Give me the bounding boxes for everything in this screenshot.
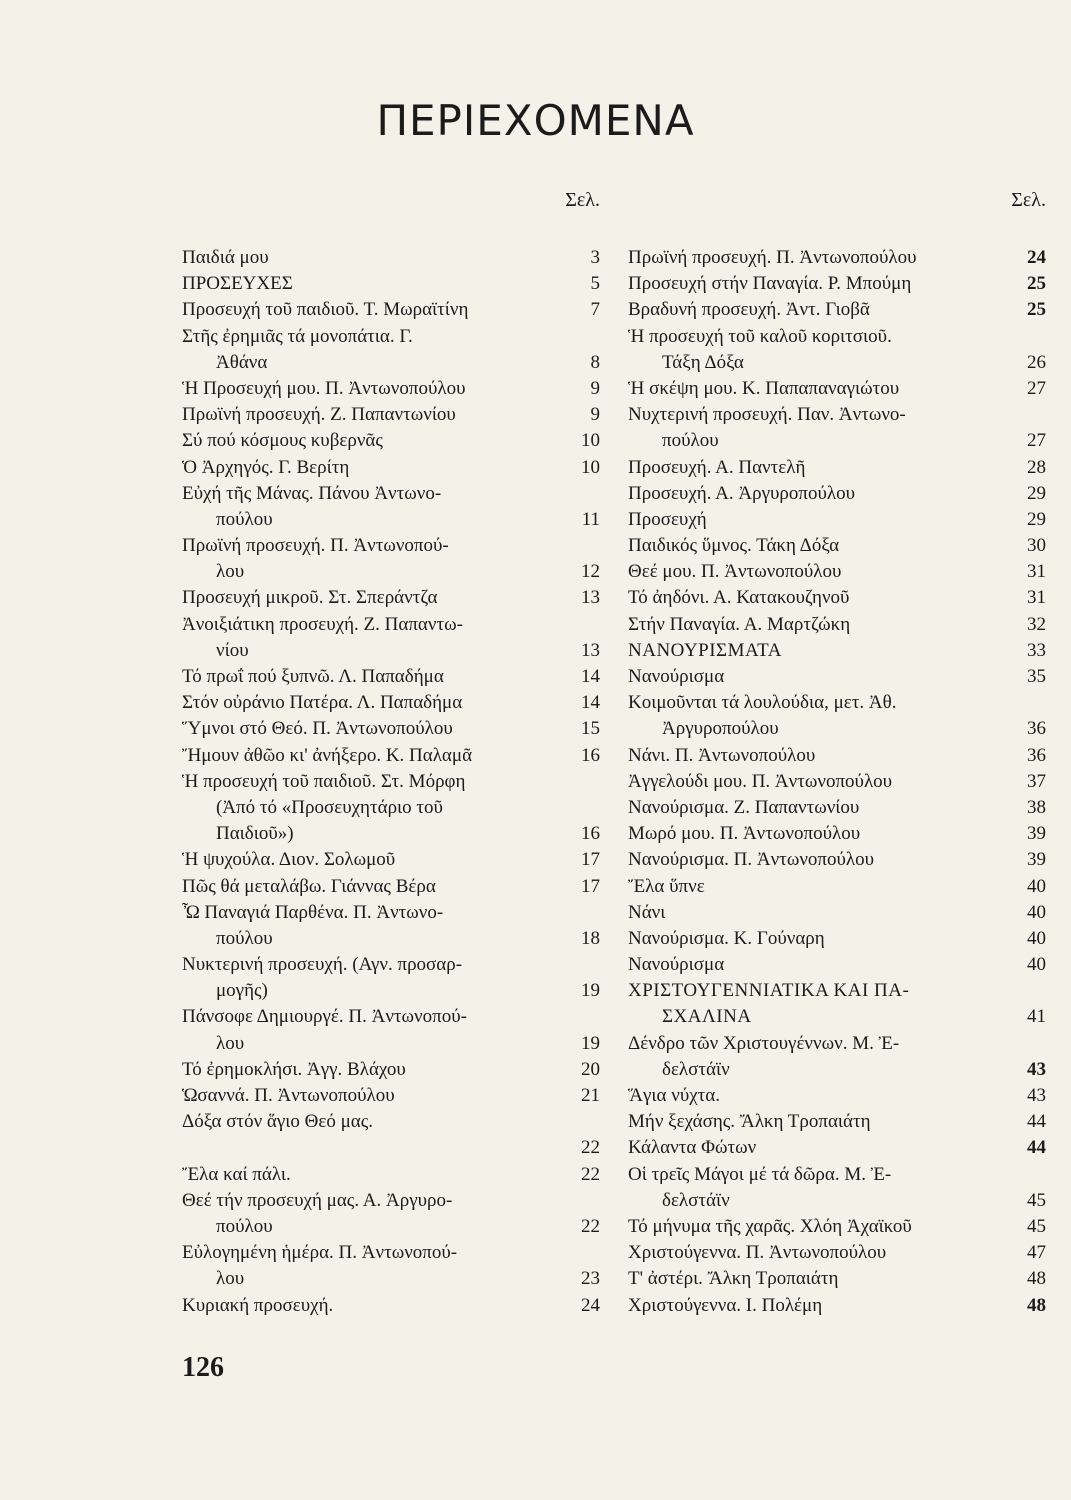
toc-entry-page: 31 <box>1027 561 1046 583</box>
toc-entry-page: 40 <box>1027 927 1046 949</box>
toc-entry-title: δελστάϊν <box>662 1058 730 1080</box>
toc-entry <box>182 324 600 350</box>
toc-entry-title: Προσευχή. Α. Ἀργυροπούλου <box>628 482 855 504</box>
toc-entry-page: 18 <box>581 927 600 949</box>
toc-entry-title: Τό μήνυμα τῆς χαρᾶς. Χλόη Ἀχαϊκοῦ <box>628 1215 912 1237</box>
toc-entry <box>628 1083 1046 1109</box>
toc-entry-title: Χριστούγεννα. Π. Ἀντωνοπούλου <box>628 1242 887 1264</box>
toc-entry-title: Ἔλα καί πάλι. <box>182 1163 291 1185</box>
toc-entry <box>628 297 1046 323</box>
toc-entry-title: Τό ἐρημοκλήσι. Ἀγγ. Βλάχου <box>182 1058 406 1080</box>
toc-entry-title: Νανούρισμα. Ζ. Παπαντωνίου <box>628 796 860 818</box>
toc-entry-page: 30 <box>1027 535 1046 557</box>
toc-entry <box>628 1188 1046 1214</box>
toc-entry-title: Προσευχή τοῦ παιδιοῦ. Τ. Μωραϊτίνη <box>182 299 469 321</box>
toc-entry <box>182 376 600 402</box>
toc-entry-page: 29 <box>1027 508 1046 530</box>
toc-entry-page: 12 <box>581 561 600 583</box>
toc-entry-title: Ἔλα ὕπνε <box>628 875 705 897</box>
toc-entry <box>182 585 600 611</box>
toc-entry <box>182 297 600 323</box>
toc-entry-title: Δόξα στόν ἅγιο Θεό μας. <box>182 1111 373 1133</box>
toc-entry-page: 45 <box>1027 1189 1046 1211</box>
toc-entry-page: 13 <box>581 587 600 609</box>
toc-entry-page: 11 <box>581 508 600 530</box>
toc-entry-page: 43 <box>1027 1058 1046 1080</box>
toc-entry-title: (Ἀπό τό «Προσευχητάριο τοῦ <box>216 796 443 818</box>
toc-entry-title: Μωρό μου. Π. Ἀντωνοπούλου <box>628 823 861 845</box>
toc-entry-page: 14 <box>581 692 600 714</box>
toc-entry-title: Θεέ τήν προσευχή μας. Α. Ἀργυρο- <box>182 1189 453 1211</box>
toc-entry <box>628 245 1046 271</box>
toc-list-left <box>182 245 600 1319</box>
toc-entry-page: 41 <box>1027 1006 1046 1028</box>
toc-entry-title: ΧΡΙΣΤΟΥΓΕΝΝΙΑΤΙΚΑ ΚΑΙ ΠΑ- <box>628 980 910 1002</box>
toc-entry-title: Ἡ προσευχή τοῦ παιδιοῦ. Στ. Μόρφη <box>182 770 466 792</box>
toc-entry-page: 24 <box>1027 247 1046 268</box>
toc-entry-page: 43 <box>1027 1085 1046 1106</box>
toc-entry-page: 48 <box>1027 1268 1046 1290</box>
page-title: ΠΕΡΙΕΧΟΜΕΝΑ <box>376 96 695 145</box>
toc-entry-title: ΣΧΑΛΙΝΑ <box>662 1006 752 1028</box>
toc-entry <box>628 743 1046 769</box>
toc-entry-page: 3 <box>590 247 600 268</box>
toc-entry <box>628 978 1046 1004</box>
toc-entry <box>182 1083 600 1109</box>
toc-entry <box>628 769 1046 795</box>
toc-entry <box>628 1266 1046 1292</box>
toc-entry-title: Εὐλογημένη ἡμέρα. Π. Ἀντωνοπού- <box>182 1242 458 1264</box>
toc-entry <box>182 402 600 428</box>
toc-entry-page: 23 <box>581 1268 600 1290</box>
toc-entry-title: Χριστούγεννα. Ι. Πολέμη <box>628 1294 823 1316</box>
toc-entry <box>628 455 1046 481</box>
toc-entry <box>182 559 600 585</box>
toc-entry-title: Ἡ Προσευχή μου. Π. Ἀντωνοπούλου <box>182 377 466 399</box>
toc-entry <box>628 690 1046 716</box>
toc-entry <box>628 1004 1046 1030</box>
toc-entry-page: 27 <box>1027 430 1046 452</box>
toc-entry-title: Πρωϊνή προσευχή. Π. Ἀντωνοπού- <box>182 535 449 557</box>
toc-entry <box>182 1031 600 1057</box>
toc-entry-page: 35 <box>1027 666 1046 687</box>
toc-entry <box>182 1293 600 1319</box>
toc-entry-title: Τ' ἀστέρι. Ἄλκη Τροπαιάτη <box>628 1268 839 1290</box>
toc-entry-page: 32 <box>1027 613 1046 635</box>
toc-entry-page: 36 <box>1027 744 1046 766</box>
toc-entry <box>628 847 1046 873</box>
toc-entry <box>628 1240 1046 1266</box>
toc-entry <box>628 428 1046 454</box>
toc-entry <box>628 585 1046 611</box>
toc-entry <box>628 874 1046 900</box>
toc-entry-page: 5 <box>590 273 600 295</box>
toc-entry <box>182 769 600 795</box>
toc-entry <box>182 271 600 297</box>
toc-entry-title: Προσευχή <box>628 508 707 530</box>
toc-entry <box>628 900 1046 926</box>
toc-entry-page: 45 <box>1027 1215 1046 1237</box>
toc-entry-page: 38 <box>1027 796 1046 818</box>
toc-entry-title: νίου <box>216 639 249 661</box>
toc-entry-page: 9 <box>590 404 600 426</box>
toc-entry-page: 17 <box>581 875 600 897</box>
toc-entry-title: Κυριακή προσευχή. <box>182 1294 334 1316</box>
toc-entry <box>628 716 1046 742</box>
toc-entry <box>628 350 1046 376</box>
toc-entry <box>182 1057 600 1083</box>
toc-entry <box>628 638 1046 664</box>
toc-entry <box>182 245 600 271</box>
toc-entry <box>628 481 1046 507</box>
toc-entry <box>628 926 1046 952</box>
toc-list-right <box>628 245 1046 1319</box>
toc-entry-page: 31 <box>1027 587 1046 609</box>
toc-entry <box>628 507 1046 533</box>
toc-entry-title: Νυκτερινή προσευχή. (Αγν. προσαρ- <box>182 954 463 976</box>
toc-entry-title: Ἡ σκέψη μου. Κ. Παπαπαναγιώτου <box>628 377 900 399</box>
toc-entry-page: 37 <box>1027 770 1046 792</box>
toc-entry <box>182 533 600 559</box>
toc-entry-page: 36 <box>1027 718 1046 740</box>
toc-entry-title: Νάνι. Π. Ἀντωνοπούλου <box>628 744 816 766</box>
toc-entry <box>182 690 600 716</box>
toc-entry-title: Νάνι <box>628 901 666 923</box>
toc-entry-title: Ὁ Ἀρχηγός. Γ. Βερίτη <box>182 456 350 478</box>
toc-entry-title: Παιδιά μου <box>182 247 269 268</box>
toc-entry-title: πούλου <box>216 1215 273 1237</box>
toc-entry-page: 48 <box>1027 1294 1046 1316</box>
toc-entry <box>182 821 600 847</box>
toc-entry <box>182 612 600 638</box>
page-number: 126 <box>182 1352 224 1383</box>
toc-entry-page: 27 <box>1027 377 1046 399</box>
toc-entry <box>628 1109 1046 1135</box>
toc-entry-title: Ὡσαννά. Π. Ἀντωνοπούλου <box>182 1085 395 1106</box>
toc-entry <box>628 271 1046 297</box>
toc-entry <box>628 1293 1046 1319</box>
toc-entry-page: 22 <box>581 1215 600 1237</box>
toc-entry <box>628 821 1046 847</box>
toc-entry <box>628 795 1046 821</box>
toc-entry-page: 33 <box>1027 639 1046 661</box>
toc-entry <box>628 533 1046 559</box>
contents-column-left <box>182 186 600 1319</box>
toc-entry-title: Τό πρωΐ πού ξυπνῶ. Λ. Παπαδήμα <box>182 666 444 687</box>
toc-entry-page: 9 <box>590 377 600 399</box>
toc-entry-page: 8 <box>590 351 600 373</box>
toc-entry <box>628 1031 1046 1057</box>
toc-entry <box>182 638 600 664</box>
toc-entry-page: 17 <box>581 849 600 871</box>
toc-entry <box>628 612 1046 638</box>
toc-entry <box>182 900 600 926</box>
toc-entry-title: λου <box>216 561 245 583</box>
toc-entry <box>628 1162 1046 1188</box>
toc-entry-title: Θεέ μου. Π. Ἀντωνοπούλου <box>628 561 842 583</box>
toc-entry <box>182 1109 600 1135</box>
toc-entry-title: Πρωϊνή προσευχή. Ζ. Παπαντωνίου <box>182 404 456 426</box>
toc-entry-title: Προσευχή στήν Παναγία. Ρ. Μπούμη <box>628 273 912 295</box>
toc-entry-title: λου <box>216 1032 245 1054</box>
toc-entry-page: 26 <box>1027 351 1046 373</box>
toc-entry-title: Ἡ προσευχή τοῦ καλοῦ κοριτσιοῦ. <box>628 325 892 347</box>
toc-entry-page: 29 <box>1027 482 1046 504</box>
toc-entry <box>628 402 1046 428</box>
toc-entry <box>628 324 1046 350</box>
toc-entry <box>628 1135 1046 1161</box>
toc-entry-title: ΝΑΝΟΥΡΙΣΜΑΤΑ <box>628 639 782 661</box>
toc-entry-title: Στήν Παναγία. Α. Μαρτζώκη <box>628 613 851 635</box>
toc-entry-title: Ἡ ψυχούλα. Διον. Σολωμοῦ <box>182 849 396 871</box>
toc-entry-title: ΠΡΟΣΕΥΧΕΣ <box>182 273 293 295</box>
toc-entry <box>628 559 1046 585</box>
toc-entry-title: μογῆς) <box>216 980 268 1002</box>
toc-entry-page: 21 <box>581 1085 600 1106</box>
toc-entry-title: Τό ἀηδόνι. Α. Κατακουζηνοῦ <box>628 587 850 609</box>
toc-entry-page: 40 <box>1027 954 1046 976</box>
toc-entry <box>182 847 600 873</box>
toc-entry <box>628 376 1046 402</box>
toc-entry-title: λου <box>216 1268 245 1290</box>
toc-entry <box>182 743 600 769</box>
toc-entry-title: Νανούρισμα. Κ. Γούναρη <box>628 927 825 949</box>
toc-entry <box>182 350 600 376</box>
toc-entry-title: Πρωϊνή προσευχή. Π. Ἀντωνοπούλου <box>628 247 917 268</box>
toc-entry-title: Προσευχή. Α. Παντελῆ <box>628 456 806 478</box>
toc-entry <box>182 1240 600 1266</box>
toc-entry <box>182 428 600 454</box>
toc-entry <box>182 952 600 978</box>
toc-entry-page: 39 <box>1027 849 1046 871</box>
toc-entry-page: 19 <box>581 1032 600 1054</box>
page-header-label: Σελ. <box>1011 189 1046 211</box>
toc-entry-title: Νανούρισμα <box>628 954 725 976</box>
toc-entry-title: Ἀθάνα <box>216 351 268 373</box>
toc-entry-title: Εὐχή τῆς Μάνας. Πάνου Ἀντωνο- <box>182 482 442 504</box>
toc-entry-title: Ὕμνοι στό Θεό. Π. Ἀντωνοπούλου <box>182 718 453 740</box>
toc-entry-title: Παιδικός ὕμνος. Τάκη Δόξα <box>628 535 840 557</box>
toc-entry-page: 47 <box>1027 1242 1046 1264</box>
toc-entry-title: πούλου <box>216 927 273 949</box>
toc-entry-title: Βραδυνή προσευχή. Ἀντ. Γιοβᾶ <box>628 299 870 321</box>
toc-entry <box>628 1214 1046 1240</box>
toc-entry-title: Σύ πού κόσμους κυβερνᾶς <box>182 430 383 452</box>
toc-entry-title: Ἀγγελούδι μου. Π. Ἀντωνοπούλου <box>628 770 893 792</box>
toc-entry <box>182 795 600 821</box>
toc-entry-page: 14 <box>581 666 600 687</box>
toc-entry-title: Νανούρισμα. Π. Ἀντωνοπούλου <box>628 849 875 871</box>
toc-entry <box>628 1057 1046 1083</box>
toc-entry-title: Πῶς θά μεταλάβω. Γιάννας Βέρα <box>182 875 436 897</box>
toc-entry-title: Ἀργυροπούλου <box>662 718 779 740</box>
toc-entry-title: Στόν οὐράνιο Πατέρα. Λ. Παπαδήμα <box>182 692 463 714</box>
toc-entry <box>182 874 600 900</box>
toc-entry <box>182 507 600 533</box>
toc-entry <box>182 1135 600 1161</box>
toc-entry-title: Δένδρο τῶν Χριστουγέννων. Μ. Ἐ- <box>628 1032 900 1054</box>
toc-entry-title: Ἅγια νύχτα. <box>628 1085 721 1106</box>
contents-column-right <box>628 186 1046 1319</box>
toc-entry-page: 10 <box>581 456 600 478</box>
toc-entry <box>182 1266 600 1292</box>
toc-entry <box>182 926 600 952</box>
toc-entry <box>628 664 1046 690</box>
toc-entry <box>182 455 600 481</box>
toc-entry-page: 19 <box>581 980 600 1002</box>
toc-entry-title: Μήν ξεχάσης. Ἄλκη Τροπαιάτη <box>628 1111 871 1133</box>
toc-entry-title: Κάλαντα Φώτων <box>628 1137 757 1159</box>
toc-entry-page: 16 <box>581 744 600 766</box>
toc-entry <box>182 1004 600 1030</box>
toc-entry <box>182 1162 600 1188</box>
toc-entry-title: Κοιμοῦνται τά λουλούδια, μετ. Ἀθ. <box>628 692 897 714</box>
toc-entry-page: 13 <box>581 639 600 661</box>
toc-entry-page: 22 <box>581 1137 600 1159</box>
toc-entry-title: Τάξη Δόξα <box>662 351 744 373</box>
toc-entry-page: 16 <box>581 823 600 845</box>
toc-entry-page: 25 <box>1027 273 1046 295</box>
toc-entry-page: 28 <box>1027 456 1046 478</box>
toc-entry-title: Προσευχή μικροῦ. Στ. Σπεράντζα <box>182 587 438 609</box>
toc-entry-title: Στῆς ἐρημιᾶς τά μονοπάτια. Γ. <box>182 325 413 347</box>
toc-entry-page: 44 <box>1027 1111 1046 1133</box>
toc-entry-title: Νυχτερινή προσευχή. Παν. Ἀντωνο- <box>628 404 906 426</box>
toc-entry <box>182 481 600 507</box>
toc-entry-page: 15 <box>581 718 600 740</box>
toc-entry-page: 25 <box>1027 299 1046 321</box>
toc-entry <box>182 1214 600 1240</box>
toc-entry-title: Πάνσοφε Δημιουργέ. Π. Ἀντωνοπού- <box>182 1006 467 1028</box>
toc-entry <box>182 978 600 1004</box>
toc-entry-title: Νανούρισμα <box>628 666 725 687</box>
toc-entry-title: Οἱ τρεῖς Μάγοι μέ τά δῶρα. Μ. Ἐ- <box>628 1163 892 1185</box>
toc-entry-title: δελστάϊν <box>662 1189 730 1211</box>
toc-entry-page: 10 <box>581 430 600 452</box>
toc-entry-title: Ἤμουν ἀθῶο κι' ἀνήξερο. Κ. Παλαμᾶ <box>182 744 473 766</box>
toc-entry-page: 40 <box>1027 875 1046 897</box>
toc-entry-title: Ὦ Παναγιά Παρθένα. Π. Ἀντωνο- <box>182 901 444 923</box>
toc-entry <box>182 664 600 690</box>
toc-entry-page: 20 <box>581 1058 600 1080</box>
toc-entry <box>182 716 600 742</box>
toc-entry-title: πούλου <box>216 508 273 530</box>
toc-entry-page: 7 <box>590 299 600 321</box>
toc-entry-title: πούλου <box>662 430 719 452</box>
toc-entry <box>628 952 1046 978</box>
toc-entry-page: 22 <box>581 1163 600 1185</box>
toc-entry-title: Ἀνοιξιάτικη προσευχή. Ζ. Παπαντω- <box>182 613 463 635</box>
toc-entry-title: Παιδιοῦ») <box>216 823 294 845</box>
page-header-label: Σελ. <box>565 189 600 211</box>
toc-entry-page: 39 <box>1027 823 1046 845</box>
toc-entry-page: 40 <box>1027 901 1046 923</box>
toc-entry <box>182 1188 600 1214</box>
toc-entry-page: 24 <box>581 1294 600 1316</box>
toc-entry-page: 44 <box>1027 1137 1046 1159</box>
